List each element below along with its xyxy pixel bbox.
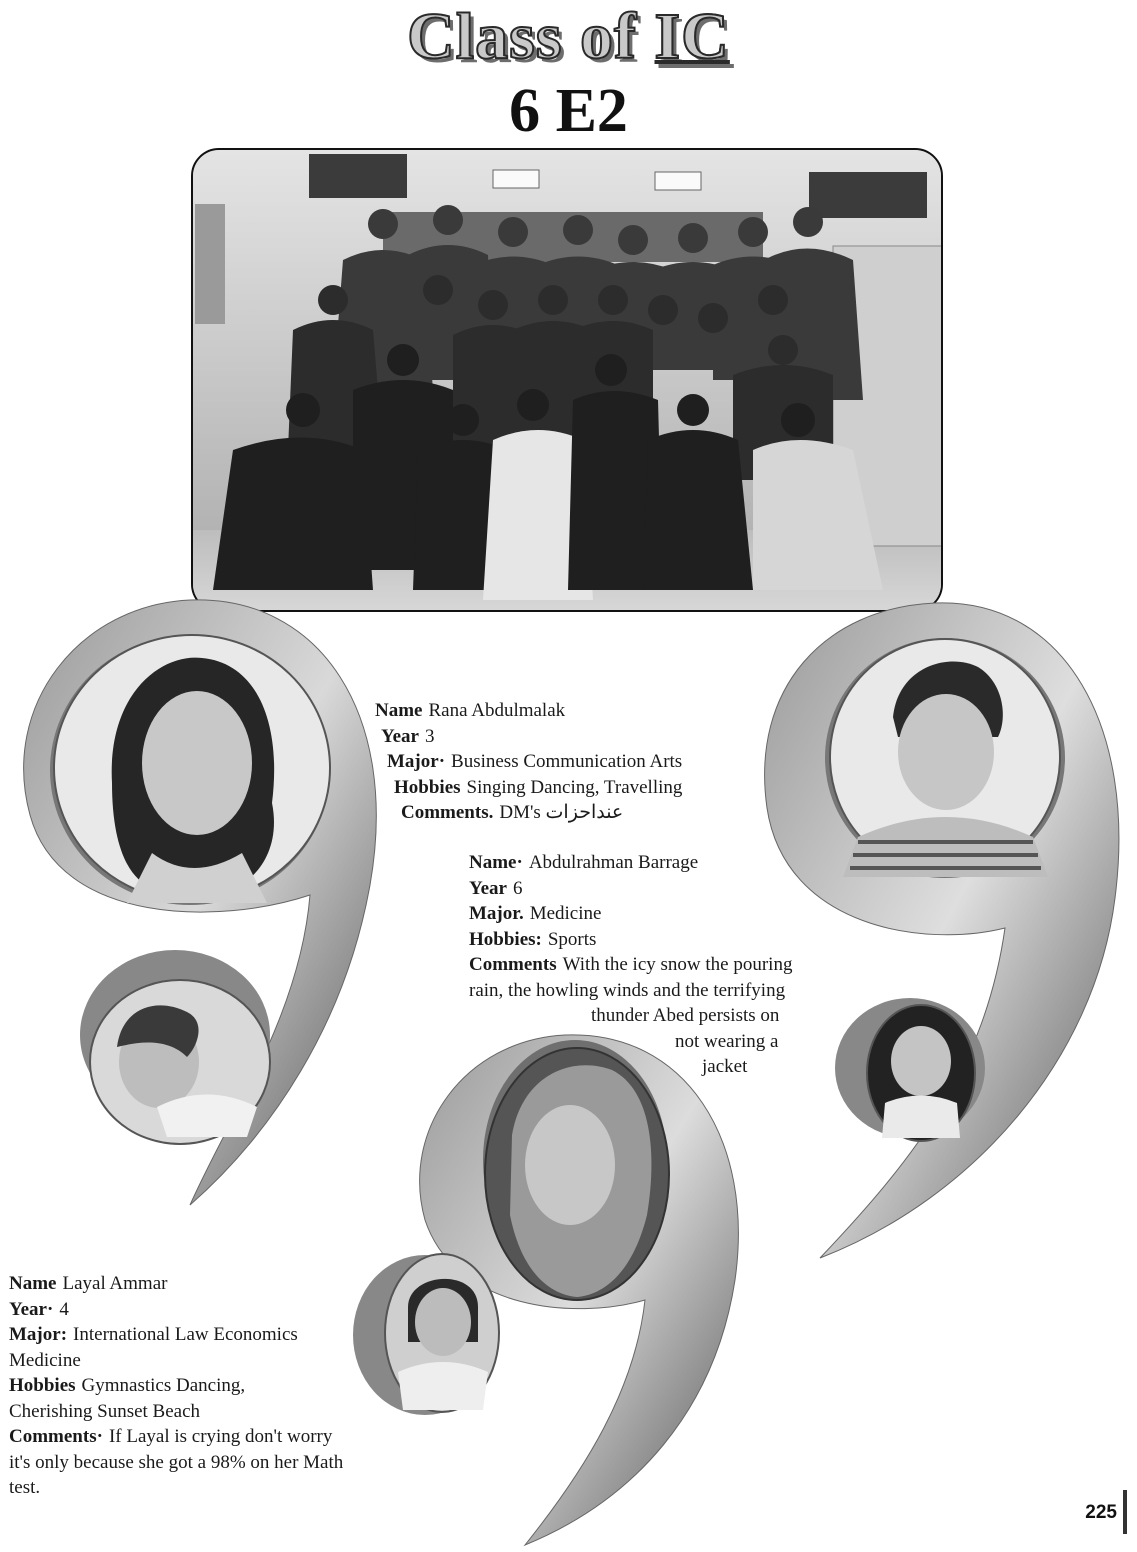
major-label: Major:	[9, 1324, 68, 1345]
portrait-layal-child	[383, 1252, 501, 1415]
hobbies-row	[469, 927, 792, 953]
portrait-abdulrahman	[828, 637, 1063, 877]
name-value: Layal Ammar	[62, 1273, 168, 1294]
title-ic: IC	[654, 0, 730, 73]
major-value: Business Communication Arts	[451, 751, 683, 772]
name-row	[469, 850, 792, 876]
year-label: Year·	[9, 1298, 54, 1320]
class-section-heading: 6 E2	[509, 77, 628, 145]
year-value: 4	[59, 1298, 69, 1320]
hobbies-row	[9, 1373, 343, 1399]
year-value: 6	[512, 877, 523, 899]
name-value: Rana Abdulmalak	[428, 700, 566, 721]
comments-line: test.	[9, 1477, 41, 1498]
comments-line: jacket	[702, 1056, 748, 1077]
year-label: Year	[381, 725, 419, 747]
name-row	[375, 698, 682, 724]
comments-line: If Layal is crying don't worry	[108, 1426, 333, 1447]
title-prefix: Class of	[407, 0, 655, 73]
page-number-bar	[1123, 1490, 1127, 1534]
major-label: Major·	[387, 751, 446, 772]
name-label: Name·	[469, 852, 523, 873]
year-row	[9, 1297, 343, 1323]
comments-line: it's only because she got a 98% on her Math	[9, 1451, 344, 1473]
hobbies-value: Singing Dancing, Travelling	[466, 776, 683, 798]
student-layal-info	[9, 1271, 343, 1501]
major-row	[9, 1322, 343, 1348]
major-line: Medicine	[9, 1349, 81, 1371]
portrait-rana	[52, 633, 332, 903]
name-row	[9, 1271, 343, 1297]
comments-row	[469, 952, 792, 978]
comments-label: Comments.	[401, 802, 494, 823]
major-line: International Law Economics	[73, 1324, 298, 1345]
major-label: Major.	[469, 903, 524, 924]
name-label: Name	[9, 1273, 57, 1294]
hobbies-label: Hobbies:	[469, 928, 542, 950]
portrait-layal	[482, 1045, 672, 1303]
hobbies-line: Cherishing Sunset Beach	[9, 1400, 201, 1422]
student-rana-info	[375, 698, 682, 826]
hobbies-label: Hobbies	[9, 1375, 76, 1396]
hobbies-value: Sports	[547, 928, 597, 950]
major-row	[375, 749, 682, 775]
comments-value: DM's عنداحزات	[499, 802, 624, 823]
group-photo	[191, 148, 943, 612]
major-value: Medicine	[529, 903, 602, 924]
year-label: Year	[469, 877, 507, 899]
comments-line: rain, the howling winds and the terrifying	[469, 979, 786, 1001]
name-value: Abdulrahman Barrage	[528, 852, 699, 873]
page-number: 225	[1085, 1502, 1117, 1523]
page-title	[0, 2, 1137, 72]
comments-row	[9, 1424, 343, 1450]
hobbies-line: Gymnastics Dancing,	[81, 1375, 246, 1396]
comments-line: thunder Abed persists on	[591, 1005, 780, 1026]
student-abdulrahman-info	[469, 850, 792, 1080]
name-label: Name	[375, 700, 423, 721]
year-row	[375, 724, 682, 750]
comments-line: not wearing a	[675, 1030, 779, 1052]
year-value: 3	[424, 725, 435, 747]
comments-label: Comments	[469, 954, 557, 975]
major-row	[469, 901, 792, 927]
hobbies-row	[375, 775, 682, 801]
comments-label: Comments·	[9, 1426, 103, 1447]
portrait-rana-child	[87, 977, 273, 1147]
year-row	[469, 876, 792, 902]
comments-line: With the icy snow the pouring	[562, 954, 793, 975]
comments-row	[375, 800, 682, 826]
portrait-abdulrahman-child	[865, 1003, 977, 1143]
hobbies-label: Hobbies	[394, 776, 461, 798]
